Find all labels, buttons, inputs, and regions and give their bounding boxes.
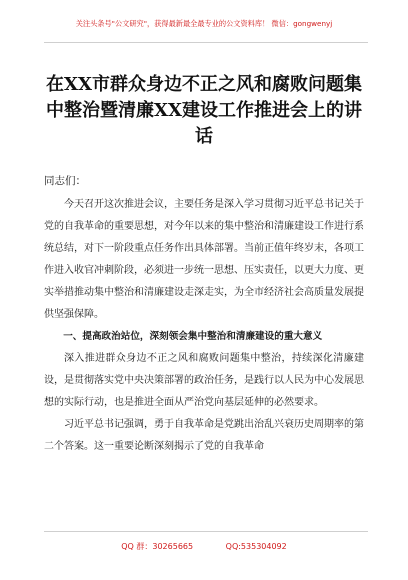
body-paragraph: 深入推进群众身边不正之风和腐败问题集中整治，持续深化清廉建设，是贯彻落实党中央决策部署的政治任务，是践行以人民为中心发展思想的实际行动，也是推进全面从严治党向基层延伸的必然要求。 <box>44 353 364 408</box>
footer-divider <box>44 531 368 532</box>
footer-qq-number: QQ:535304092 <box>225 542 287 551</box>
body-paragraph: 习近平总书记强调，勇于自我革命是党跳出治乱兴衰历史周期率的第二个答案。这一重要论断深刻揭示了党的自我革命 <box>44 419 364 452</box>
document-title: 在XX市群众身边不正之风和腐败问题集中整治暨清廉XX建设工作推进会上的讲话 <box>46 74 362 147</box>
greeting: 同志们： <box>44 175 86 187</box>
body-paragraph: 今天召开这次推进会议，主要任务是深入学习贯彻习近平总书记关于党的自我革命的重要思想，对今年以来的集中整治和清廉建设工作进行系统总结，对下一阶段重点任务作出具体部署。当前正值年终岁末，各项工作进入收官冲刺阶段，必须进一步统一思想、压实责任，以更大力度、更实举措推动集中整治和清廉建设走深走实，为全市经济社会高质量发展提供坚强保障。 <box>44 199 364 320</box>
footer-contact <box>0 541 408 552</box>
footer-qq-group: QQ 群：30265665 <box>121 542 194 551</box>
header-promo-note: 关注头条号"公文研究"，获得最新最全最专业的公文资料库！ 微信：gongwenyj <box>75 19 333 28</box>
section-heading: 一、提高政治站位，深刻领会集中整治和清廉建设的重大意义 <box>63 331 323 342</box>
header-divider <box>44 42 368 43</box>
document-body <box>44 194 364 458</box>
